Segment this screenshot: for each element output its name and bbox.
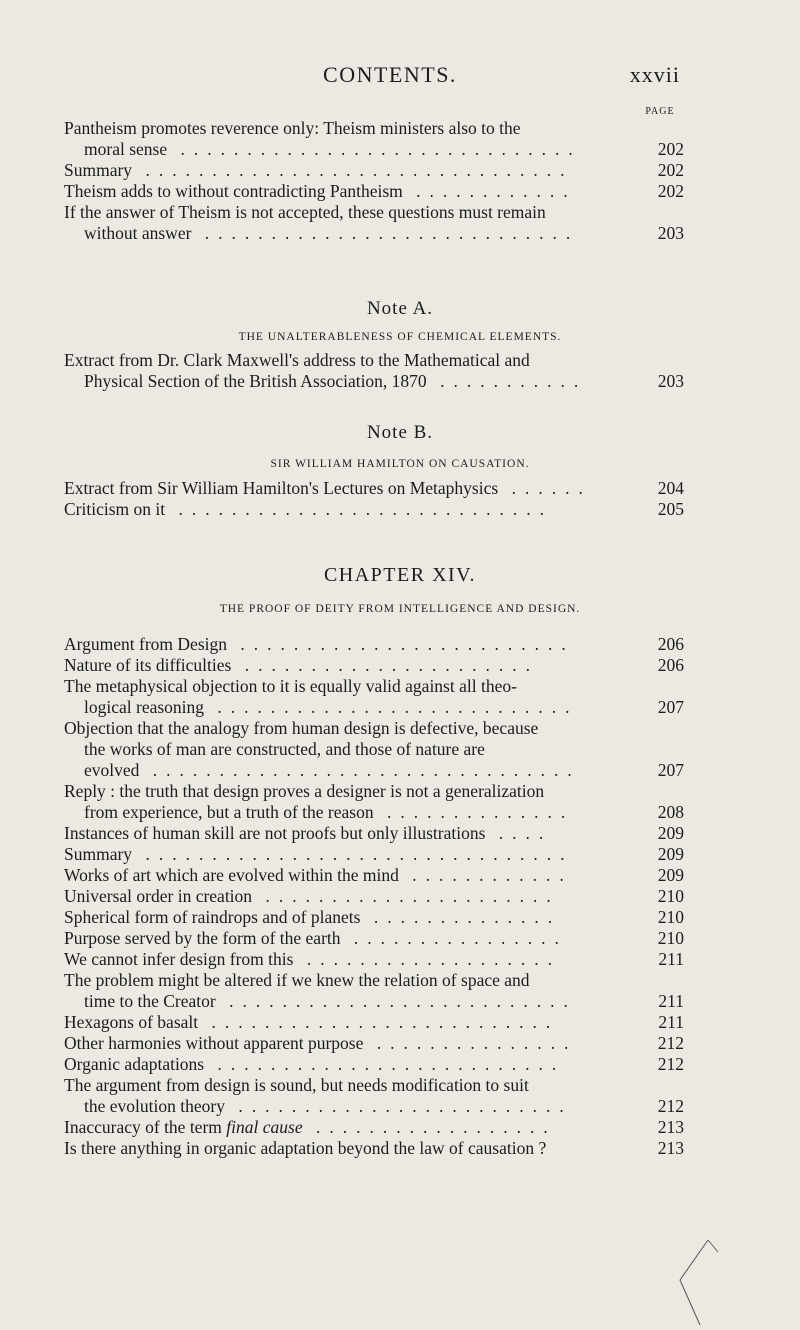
toc-entry-text: from experience, but a truth of the reason ..............: [84, 802, 575, 822]
toc-entry: [64, 350, 684, 392]
toc-entry: [64, 634, 684, 655]
leader-dots: ................................: [132, 160, 574, 180]
leader-dots: ............: [402, 181, 577, 201]
toc-page-number: 205: [657, 499, 684, 519]
toc-page-number: 203: [657, 371, 684, 391]
toc-page-number: 211: [658, 991, 684, 1011]
toc-page-number: 207: [657, 697, 684, 717]
chapter-subtitle: THE PROOF OF DEITY FROM INTELLIGENCE AND DESIGN.: [219, 603, 581, 615]
note-b-title: Note B.: [366, 422, 434, 443]
toc-entry-text: Argument from Design .........................: [64, 634, 575, 654]
toc-entry-text: the evolution theory .........................: [84, 1096, 573, 1116]
note-a-subtitle: THE UNALTERABLENESS OF CHEMICAL ELEMENTS.: [238, 331, 562, 343]
toc-entry: [64, 118, 684, 160]
toc-page-number: 207: [657, 760, 684, 780]
toc-entry-text: Theism adds to without contradicting Pantheism ............: [64, 181, 577, 201]
toc-entry: [64, 886, 684, 907]
toc-entry: [64, 160, 684, 181]
toc-entry-text: The metaphysical objection to it is equally valid against all theo-: [64, 676, 517, 696]
leader-dots: ................................: [132, 844, 574, 864]
toc-entry: [64, 655, 684, 676]
note-b-subtitle: SIR WILLIAM HAMILTON ON CAUSATION.: [270, 458, 530, 470]
toc-entry: [64, 1138, 684, 1159]
toc-entry: [64, 676, 684, 718]
toc-page-number: 202: [657, 139, 684, 159]
toc-page-number: 212: [657, 1096, 684, 1116]
toc-entry: [64, 865, 684, 886]
toc-entry-text: Physical Section of the British Association, 1870 ...........: [84, 371, 588, 391]
toc-entry: [64, 970, 684, 1012]
chapter-title: CHAPTER XIV.: [323, 564, 477, 586]
toc-entry-text: Purpose served by the form of the earth ................: [64, 928, 568, 948]
toc-entry-text: Summary ................................: [64, 160, 574, 180]
leader-dots: ...........: [426, 371, 588, 391]
toc-entry-text: Works of art which are evolved within the mind ............: [64, 865, 573, 885]
toc-page-number: 213: [657, 1117, 684, 1137]
page-column-label: PAGE: [645, 106, 675, 117]
leader-dots: ............: [398, 865, 573, 885]
leader-dots: ...........................: [204, 697, 579, 717]
toc-page-number: 204: [657, 478, 684, 498]
toc-entry: [64, 844, 684, 865]
toc-note-b: [64, 478, 684, 520]
leader-dots: ..........................: [198, 1012, 560, 1032]
toc-entry-text: Spherical form of raindrops and of planets ..............: [64, 907, 562, 927]
toc-entry-text: Objection that the analogy from human design is defective, because: [64, 718, 539, 738]
leader-dots: ............................: [165, 499, 553, 519]
toc-page-number: 209: [657, 844, 684, 864]
toc-entry: [64, 781, 684, 823]
toc-page-number: 211: [658, 949, 684, 969]
toc-entry-text: Summary ................................: [64, 844, 574, 864]
toc-entry: [64, 1075, 684, 1117]
toc-entry: [64, 949, 684, 970]
leader-dots: .........................: [224, 1096, 573, 1116]
toc-entry-text: Nature of its difficulties ......................: [64, 655, 539, 675]
toc-page-number: 212: [657, 1033, 684, 1053]
leader-dots: ..........................: [215, 991, 577, 1011]
toc-entry-text: Reply : the truth that design proves a designer is not a generalization: [64, 781, 545, 801]
toc-entry-text: Extract from Dr. Clark Maxwell's address to the Mathematical and: [64, 350, 530, 370]
toc-entry-text: without answer ............................: [84, 223, 580, 243]
leader-dots: ...............: [363, 1033, 578, 1053]
toc-entry-text: logical reasoning ...........................: [84, 697, 579, 717]
toc-page-number: 210: [657, 886, 684, 906]
toc-entry: [64, 1012, 684, 1033]
toc-entry: [64, 718, 684, 781]
running-title: CONTENTS.: [323, 62, 457, 87]
page-corner-mark: [660, 1230, 760, 1330]
leader-dots: ......................: [231, 655, 539, 675]
toc-page-number: 208: [657, 802, 684, 822]
toc-entry-text: the works of man are constructed, and those of nature are: [84, 739, 485, 759]
leader-dots: ............................: [191, 223, 580, 243]
toc-page-number: 209: [657, 865, 684, 885]
leader-dots: ..........................: [204, 1054, 566, 1074]
leader-dots: ..............: [373, 802, 575, 822]
toc-page-number: 206: [657, 634, 684, 654]
toc-page-number: 202: [657, 181, 684, 201]
note-a-title: Note A.: [366, 298, 434, 319]
leader-dots: ................................: [139, 760, 581, 780]
toc-entry: [64, 928, 684, 949]
toc-entry: [64, 478, 684, 499]
leader-dots: ..............................: [167, 139, 582, 159]
leader-dots: ..............: [360, 907, 562, 927]
toc-entry-text: The problem might be altered if we knew the relation of space and: [64, 970, 530, 990]
page-number: xxvii: [629, 62, 680, 87]
toc-entry-text: moral sense ..............................: [84, 139, 582, 159]
toc-page-number: 210: [657, 907, 684, 927]
toc-page-number: 211: [658, 1012, 684, 1032]
toc-entry-text: time to the Creator ..........................: [84, 991, 577, 1011]
toc-entry-text: We cannot infer design from this ...................: [64, 949, 561, 969]
toc-entry-text: Extract from Sir William Hamilton's Lectures on Metaphysics ......: [64, 478, 592, 498]
toc-page-number: 213: [657, 1138, 684, 1158]
toc-entry-text: Hexagons of basalt ..........................: [64, 1012, 560, 1032]
running-head: [100, 62, 680, 92]
toc-entry-text: evolved ................................: [84, 760, 581, 780]
leader-dots: ......................: [252, 886, 560, 906]
toc-entry: [64, 1117, 684, 1138]
toc-entry: [64, 499, 684, 520]
toc-entry-text: Is there anything in organic adaptation beyond the law of causation ?: [64, 1138, 547, 1158]
toc-entry-text: Inaccuracy of the term final cause ..................: [64, 1117, 557, 1137]
leader-dots: ...................: [293, 949, 561, 969]
toc-entry-text: Other harmonies without apparent purpose ...............: [64, 1033, 578, 1053]
toc-entry: [64, 823, 684, 844]
toc-page-number: 202: [657, 160, 684, 180]
leader-dots: .........................: [227, 634, 575, 654]
toc-page-number: 206: [657, 655, 684, 675]
toc-page-number: 203: [657, 223, 684, 243]
toc-entry: [64, 1033, 684, 1054]
toc-entry-text: Universal order in creation ......................: [64, 886, 560, 906]
toc-section-a: [64, 118, 684, 244]
toc-note-a: [64, 350, 684, 392]
toc-entry: [64, 181, 684, 202]
leader-dots: ..................: [302, 1117, 557, 1137]
toc-entry-text: Instances of human skill are not proofs but only illustrations ....: [64, 823, 553, 843]
toc-entry-text: Pantheism promotes reverence only: Theism ministers also to the: [64, 118, 521, 138]
toc-entry-text: Organic adaptations ..........................: [64, 1054, 566, 1074]
leader-dots: ................: [340, 928, 568, 948]
toc-entry: [64, 907, 684, 928]
toc-entry-text: If the answer of Theism is not accepted, these questions must remain: [64, 202, 546, 222]
toc-page-number: 212: [657, 1054, 684, 1074]
toc-entry: [64, 202, 684, 244]
leader-dots: ....: [485, 823, 553, 843]
toc-entry-text: The argument from design is sound, but needs modification to suit: [64, 1075, 529, 1095]
toc-chapter: [64, 634, 684, 1159]
toc-entry-text: Criticism on it ............................: [64, 499, 553, 519]
toc-entry: [64, 1054, 684, 1075]
toc-page-number: 209: [657, 823, 684, 843]
toc-page-number: 210: [657, 928, 684, 948]
leader-dots: ......: [498, 478, 592, 498]
